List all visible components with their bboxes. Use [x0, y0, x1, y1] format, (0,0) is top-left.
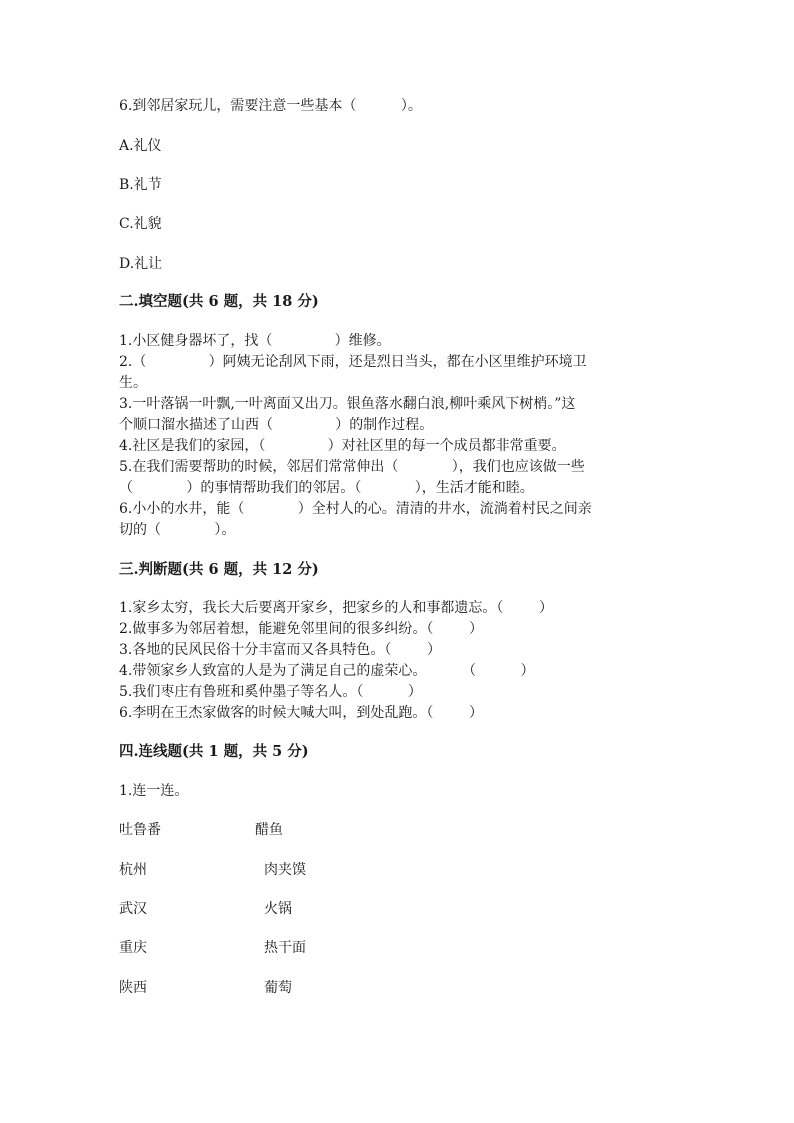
judge-line: 3.各地的民风民俗十分丰富而又各具特色。（ ）: [119, 642, 441, 658]
judge-line: 2.做事多为邻居着想，能避免邻里间的很多纠纷。（ ）: [119, 621, 483, 637]
match-left-item: 吐鲁番: [119, 822, 161, 838]
judge-line: 6.李明在王杰家做客的时候大喊大叫，到处乱跑。（ ）: [119, 705, 483, 721]
match-left-item: 杭州: [119, 862, 147, 878]
option-b: B.礼节: [119, 177, 162, 193]
section-3-title: 三.判断题(共 6 题，共 12 分): [119, 561, 319, 578]
option-a: A.礼仪: [119, 138, 162, 154]
match-right-item: 醋鱼: [255, 822, 283, 838]
fill-line: 2.（ ）阿姨无论刮风下雨，还是烈日当头，都在小区里维护环境卫: [119, 354, 587, 370]
section-4-title: 四.连线题(共 1 题，共 5 分): [119, 743, 309, 760]
match-right-item: 火锅: [264, 901, 292, 917]
fill-line: 4.社区是我们的家园，（ ）对社区里的每一个成员都非常重要。: [119, 438, 566, 454]
match-left-item: 重庆: [119, 940, 147, 956]
match-left-item: 武汉: [119, 901, 147, 917]
judge-line: 5.我们枣庄有鲁班和奚仲墨子等名人。（ ）: [119, 684, 422, 700]
fill-line: 切的（ ）。: [119, 522, 236, 538]
fill-line: 个顺口溜水描述了山西（ ）的制作过程。: [119, 417, 434, 433]
fill-line: 3.一叶落锅一叶飘,一叶离面又出刀。银鱼落水翻白浪,柳叶乘风下树梢。”这: [119, 396, 576, 412]
match-right-item: 热干面: [264, 940, 306, 956]
fill-line: 生。: [119, 375, 147, 391]
section-2-title: 二.填空题(共 6 题，共 18 分): [119, 293, 319, 310]
judge-line: 4.带领家乡人致富的人是为了满足自己的虚荣心。 （ ）: [119, 663, 535, 679]
option-c: C.礼貌: [119, 216, 162, 232]
fill-line: 1.小区健身器坏了，找（ ）维修。: [119, 333, 391, 349]
match-left-item: 陕西: [119, 980, 147, 996]
question-6-stem: 6.到邻居家玩儿，需要注意一些基本（ ）。: [119, 98, 422, 114]
match-right-item: 葡萄: [264, 980, 292, 996]
fill-line: 5.在我们需要帮助的时候，邻居们常常伸出（ ），我们也应该做一些: [119, 459, 585, 475]
matching-stem: 1.连一连。: [119, 783, 189, 799]
fill-line: 6.小小的水井，能（ ）全村人的心。清清的井水，流淌着村民之间亲: [119, 501, 592, 517]
match-right-item: 肉夹馍: [264, 862, 306, 878]
fill-line: （ ）的事情帮助我们的邻居。（ ），生活才能和睦。: [119, 480, 534, 496]
option-d: D.礼让: [119, 256, 163, 272]
judge-line: 1.家乡太穷，我长大后要离开家乡，把家乡的人和事都遗忘。（ ）: [119, 600, 553, 616]
